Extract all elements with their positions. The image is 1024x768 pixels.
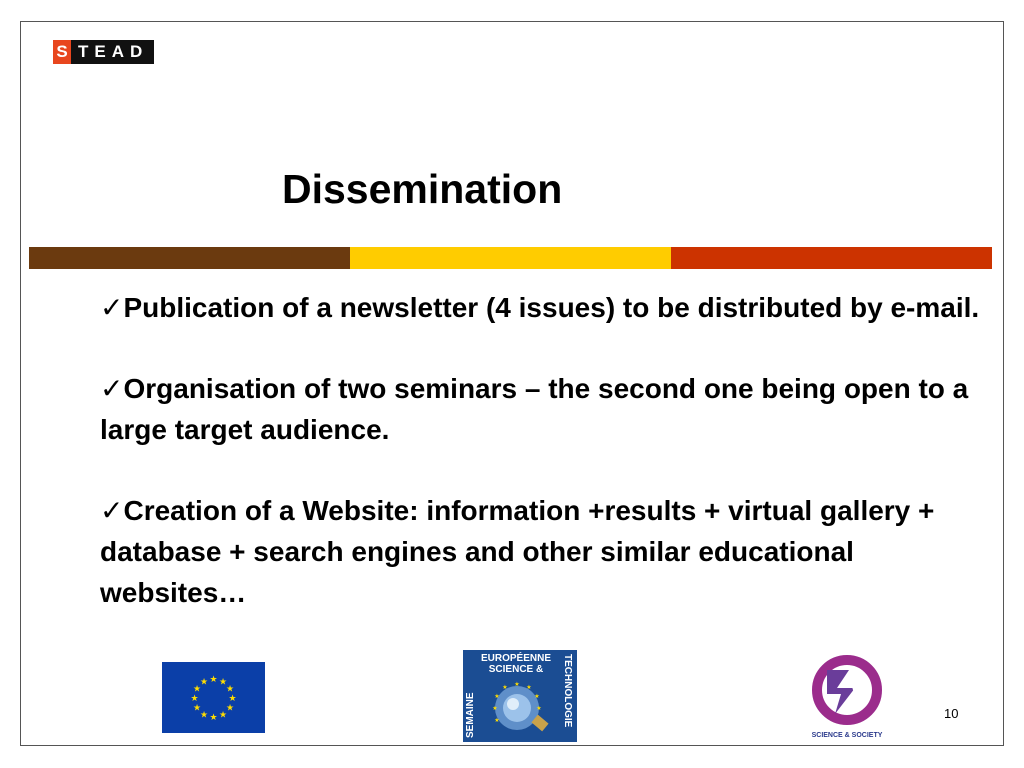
bullet-item <box>100 490 1006 613</box>
svg-text:★: ★ <box>218 677 228 688</box>
svg-text:★: ★ <box>192 684 202 695</box>
svg-text:★: ★ <box>494 693 500 700</box>
svg-text:★: ★ <box>199 710 209 721</box>
svg-text:★: ★ <box>502 684 508 691</box>
svg-text:★: ★ <box>218 710 228 721</box>
svg-text:★: ★ <box>209 675 218 685</box>
stead-logo <box>53 40 154 64</box>
bullet-item <box>100 287 1006 328</box>
science-society-emblem-icon <box>797 648 897 732</box>
sst-left-text: SEMAINE <box>465 692 476 738</box>
svg-text:★: ★ <box>225 703 235 714</box>
checkmark-icon: ✓ <box>100 373 124 404</box>
checkmark-icon: ✓ <box>100 292 124 323</box>
bullet-list <box>100 287 1006 613</box>
svg-text:★: ★ <box>228 694 237 704</box>
science-and-society-logo <box>797 648 897 746</box>
title-color-bar <box>29 247 992 269</box>
eu-stars <box>162 662 265 733</box>
bullet-text: Creation of a Website: information +results + virtual gallery + database + search engines and other similar educational websites… <box>100 495 935 608</box>
sst-right-text: TECHNOLOGIE <box>562 654 573 728</box>
logo-letters: TEAD <box>71 40 154 64</box>
svg-text:★: ★ <box>514 681 520 688</box>
svg-text:★: ★ <box>526 684 532 691</box>
svg-text:★: ★ <box>534 693 540 700</box>
svg-text:★: ★ <box>494 717 500 724</box>
sst-top-line-1: EUROPÉENNE <box>480 653 551 664</box>
bullet-text: Organisation of two seminars – the second one being open to a large target audience. <box>100 373 969 445</box>
slide-title: Dissemination <box>282 166 563 212</box>
svg-text:★: ★ <box>492 705 498 712</box>
bar-segment-brown <box>29 247 350 269</box>
bar-segment-red <box>671 247 992 269</box>
page-number: 10 <box>944 706 959 721</box>
science-society-caption: SCIENCE & SOCIETY <box>811 732 883 739</box>
svg-text:★: ★ <box>192 703 202 714</box>
svg-text:★: ★ <box>536 705 542 712</box>
semaine-science-technologie-logo <box>463 650 577 742</box>
checkmark-icon: ✓ <box>100 495 124 526</box>
bullet-item <box>100 368 1006 450</box>
lightbulb-icon <box>481 678 561 740</box>
bar-segment-yellow <box>350 247 671 269</box>
sst-top-line-2: SCIENCE & <box>488 664 544 675</box>
bullet-text: Publication of a newsletter (4 issues) to be distributed by e-mail. <box>123 292 980 323</box>
svg-text:★: ★ <box>225 684 235 695</box>
logo-letter-s: S <box>53 40 71 64</box>
svg-text:★: ★ <box>199 677 209 688</box>
svg-text:★: ★ <box>190 694 199 704</box>
svg-text:★: ★ <box>209 713 218 723</box>
eu-flag-icon <box>162 662 265 733</box>
